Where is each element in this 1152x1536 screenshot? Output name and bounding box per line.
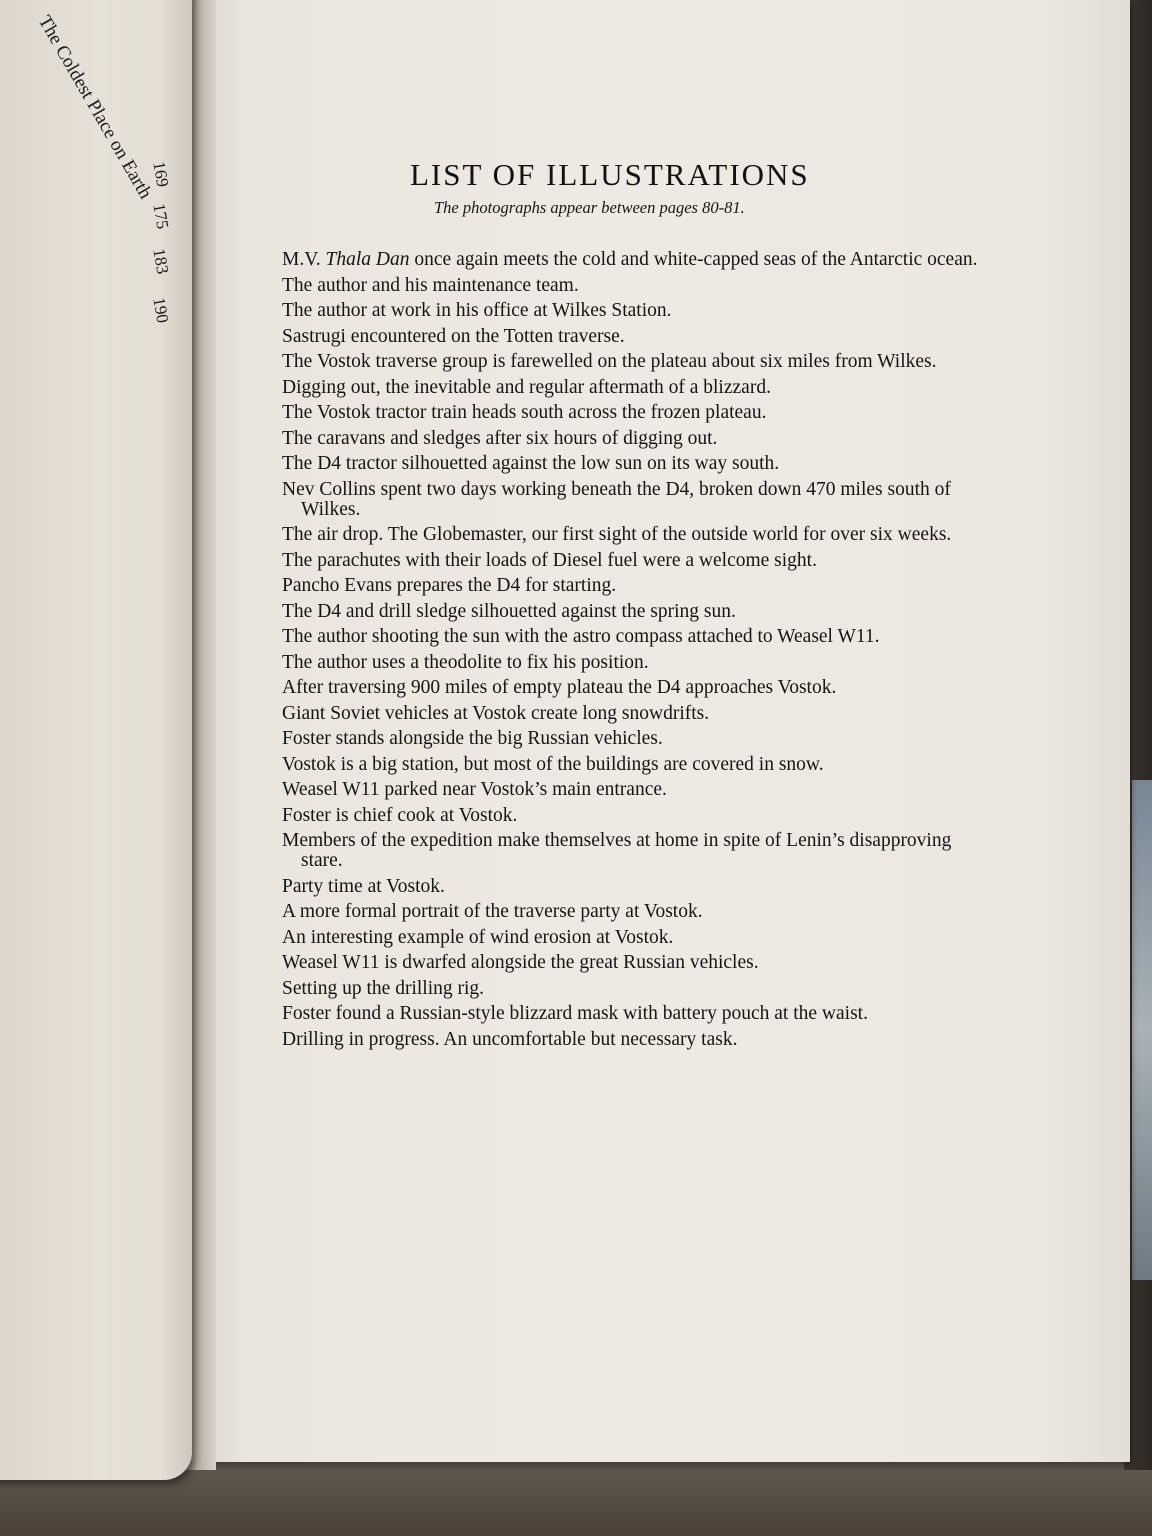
ship-name: Thala Dan: [325, 249, 410, 270]
list-item: Digging out, the inevitable and regular aftermath of a blizzard.: [282, 376, 771, 398]
list-item: The Vostok traverse group is farewelled on the plateau about six miles from Wilkes.: [282, 351, 937, 372]
list-item: Foster is chief cook at Vostok.: [282, 804, 518, 826]
left-page: [0, 0, 192, 1480]
list-item: Drilling in progress. An uncomfortable but necessary task.: [282, 1028, 738, 1050]
list-item: Foster stands alongside the big Russian vehicles.: [282, 728, 663, 749]
entry-text: once again meets the cold and white-capped seas of the Antarctic ocean.: [409, 249, 978, 270]
page-title: LIST OF ILLUSTRATIONS: [410, 157, 810, 192]
page-number: 190: [149, 296, 173, 325]
list-item: Members of the expedition make themselves at home in spite of Lenin’s disapproving stare.: [282, 830, 952, 871]
list-item: Weasel W11 is dwarfed alongside the great Russian vehicles.: [282, 952, 759, 973]
list-item: Foster found a Russian-style blizzard mask with battery pouch at the waist.: [282, 1003, 868, 1024]
list-item: A more formal portrait of the traverse party at Vostok.: [282, 901, 703, 922]
list-item: After traversing 900 miles of empty plateau the D4 approaches Vostok.: [282, 677, 837, 698]
entry-prefix: M.V.: [282, 249, 326, 270]
list-item: The air drop. The Globemaster, our first sight of the outside world for over six weeks.: [282, 524, 952, 545]
list-item: Vostok is a big station, but most of the buildings are covered in snow.: [282, 753, 824, 775]
list-item: Giant Soviet vehicles at Vostok create long snowdrifts.: [282, 702, 710, 724]
list-item: [282, 250, 982, 270]
list-item: Sastrugi encountered on the Totten traverse.: [282, 325, 625, 347]
list-item: The author at work in his office at Wilkes Station.: [282, 300, 672, 321]
page-subtitle: The photographs appear between pages 80-81.: [434, 198, 745, 217]
list-item: An interesting example of wind erosion at Vostok.: [282, 926, 674, 948]
cover-strip: [1132, 780, 1152, 1280]
list-item: Setting up the drilling rig.: [282, 977, 485, 999]
list-item: The caravans and sledges after six hours of digging out.: [282, 427, 718, 449]
list-item: The D4 and drill sledge silhouetted against the spring sun.: [282, 600, 736, 622]
list-item: The D4 tractor silhouetted against the low sun on its way south.: [282, 453, 780, 474]
running-head: The Coldest Place on Earth: [33, 12, 156, 203]
list-item: The author and his maintenance team.: [282, 274, 579, 296]
page-number: 175: [149, 202, 173, 231]
list-item: Weasel W11 parked near Vostok’s main entrance.: [282, 779, 667, 800]
list-item: The parachutes with their loads of Diesel fuel were a welcome sight.: [282, 549, 817, 571]
list-item: The Vostok tractor train heads south across the frozen plateau.: [282, 402, 767, 423]
page-number: 169: [149, 160, 173, 189]
illustrations-list: [282, 250, 982, 1050]
page-number: 183: [149, 247, 173, 276]
list-item: The author shooting the sun with the astro compass attached to Weasel W11.: [282, 626, 880, 647]
list-item: The author uses a theodolite to fix his position.: [282, 651, 649, 673]
list-item: Pancho Evans prepares the D4 for starting.: [282, 575, 617, 596]
list-item: Party time at Vostok.: [282, 875, 445, 897]
list-item: Nev Collins spent two days working beneath the D4, broken down 470 miles south of Wilkes.: [282, 478, 951, 520]
